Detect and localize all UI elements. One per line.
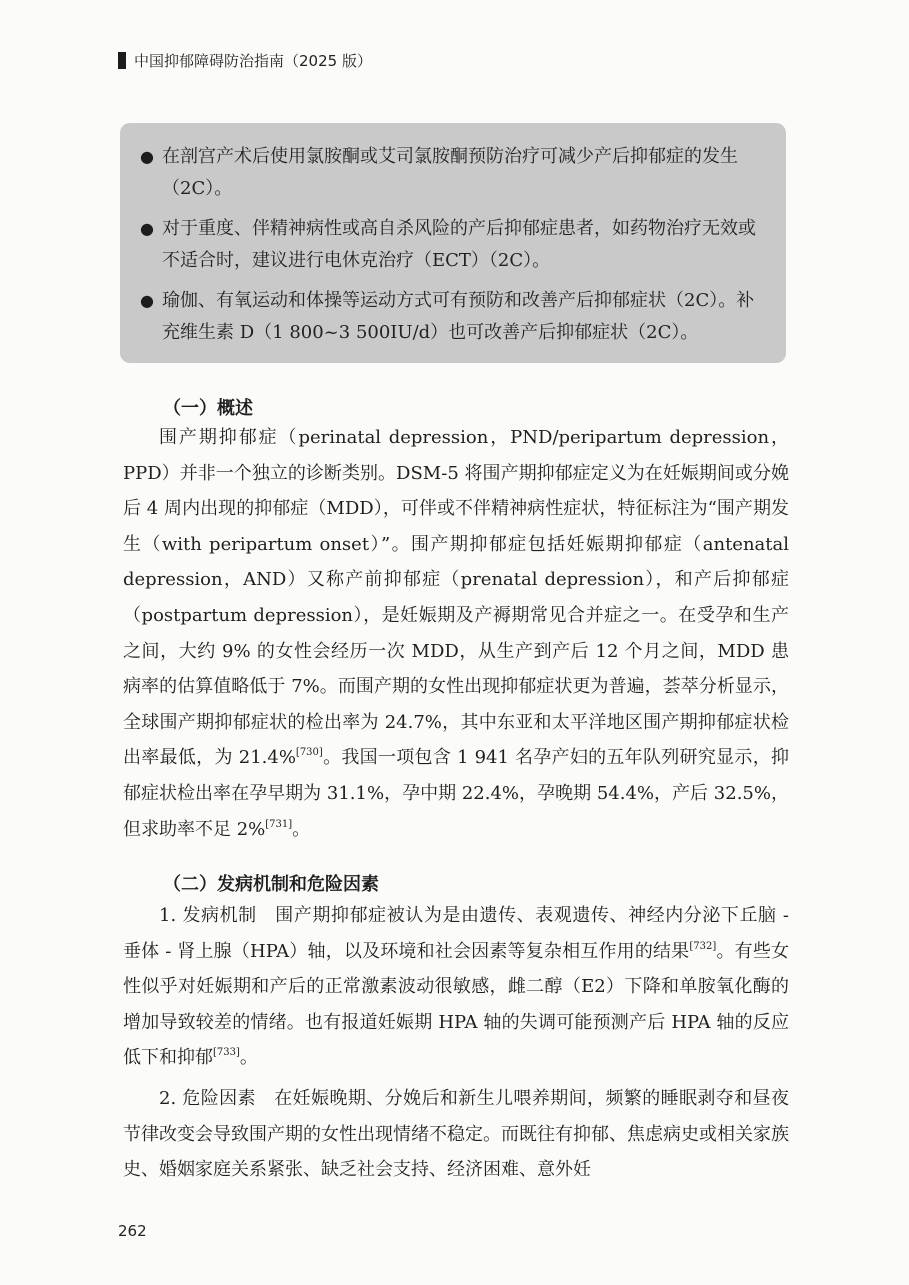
citation-ref: [730]: [295, 747, 323, 759]
overview-paragraph: 围产期抑郁症（perinatal depression，PND/peripartum depression，PPD）并非一个独立的诊断类别。DSM-5 将围产期抑郁症定义为在妊娠期间或分娩后 4 周内出现的抑郁症（MDD），可伴或不伴精神病性症状，特征标注为“围产期发生（with peripartum onset）”。围产期抑郁症包括妊娠期抑郁症（antenatal depression，AND）又称产前抑郁症（prenatal depression），和产后抑郁症（postpartum depression），是妊娠期及产褥期常见合并症之一。在受孕和生产之间，大约 9% 的女性会经历一次 MDD，从生产到产后 12 个月之间，MDD 患病率的估算值略低于 7%。而围产期的女性出现抑郁症状更为普遍，荟萃分析显示，全球围产期抑郁症状的检出率为 24.7%，其中东亚和太平洋地区围产期抑郁症状检出率最低，为 21.4%[730]。我国一项包含 1 941 名孕产妇的五年队列研究显示，抑郁症状检出率在孕早期为 31.1%，孕中期 22.4%，孕晚期 54.4%，产后 32.5%，但求助率不足 2%[731]。: [123, 427, 789, 840]
page-number: 262: [118, 1222, 147, 1240]
citation-ref: [731]: [265, 818, 293, 830]
recommendation-item: ● 瑜伽、有氧运动和体操等运动方式可有预防和改善产后抑郁症状（2C）。补充维生素 D（1 800~3 500IU/d）也可改善产后抑郁症状（2C）。: [140, 285, 764, 349]
pathogenesis-paragraph: 1. 发病机制 围产期抑郁症被认为是由遗传、表观遗传、神经内分泌下丘脑 - 垂体 - 肾上腺（HPA）轴，以及环境和社会因素等复杂相互作用的结果[732]。有些女性似乎对妊娠期和产后的正常激素波动很敏感，雌二醇（E2）下降和单胺氧化酶的增加导致较差的情绪。也有报道妊娠期 HPA 轴的失调可能预测产后 HPA 轴的反应低下和抑郁[733]。: [123, 905, 789, 1069]
citation-ref: [733]: [213, 1047, 240, 1059]
recommendation-item: ● 在剖宫产术后使用氯胺酮或艾司氯胺酮预防治疗可减少产后抑郁症的发生（2C）。: [140, 141, 764, 205]
bullet-icon: ●: [140, 291, 154, 310]
recommendation-item: ● 对于重度、伴精神病性或高自杀风险的产后抑郁症患者，如药物治疗无效或不适合时，建议进行电休克治疗（ECT）（2C）。: [140, 213, 764, 277]
running-header: [118, 50, 372, 71]
citation-ref: [732]: [689, 940, 717, 952]
section-heading-pathogenesis: （二）发病机制和危险因素: [163, 874, 379, 895]
bullet-icon: ●: [140, 147, 154, 166]
recommendation-box: [120, 123, 786, 363]
risk-factors-paragraph: 2. 危险因素 在妊娠晚期、分娩后和新生儿喂养期间，频繁的睡眠剥夺和昼夜节律改变会导致围产期的女性出现情绪不稳定。而既往有抑郁、焦虑病史或相关家族史、婚姻家庭关系紧张、缺乏社会支持、经济困难、意外妊: [123, 1088, 789, 1181]
bullet-icon: ●: [140, 219, 154, 238]
section-heading-overview: （一）概述: [163, 398, 253, 419]
header-title: 中国抑郁障碍防治指南（2025 版）: [134, 52, 372, 70]
header-marker: [118, 52, 126, 69]
